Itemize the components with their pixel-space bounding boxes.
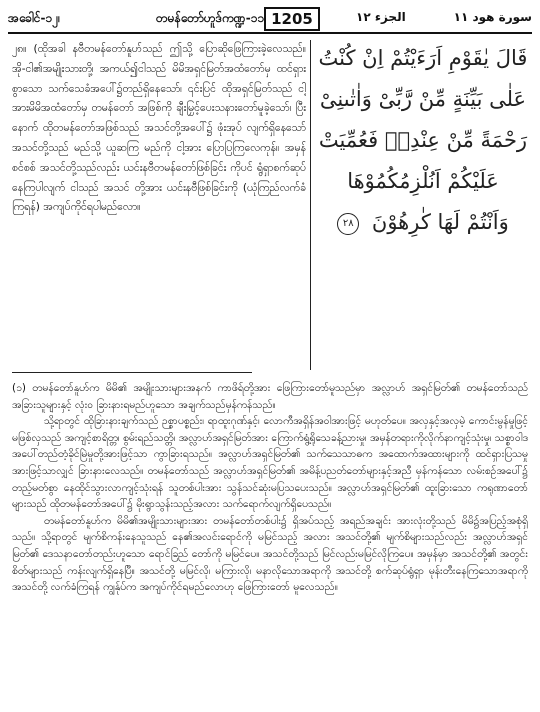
chapter-label: အခေါင်-၁၂၊ (8, 11, 61, 25)
translation-text: ၂၈။ (ထိုအခါ နဗီတမန်တော်နူဟ်သည် ဤသို့ ပြောဆိုဖြေကြားခဲ့လေသည်။ အို-ငါ၏အမျိုးသားတို့၊ အကယ်၍ငါသည် မိမိအရှင်မြတ်အထံတော်မှ ထင်ရှား စွာသော သက်သေခံအပေါ်၌တည်ရှိနေသော်၊ ၎င်းပြင် ထိုအရှင်မြတ်သည် ငါ့အားမိမိအထံတော်မှ တမန်တော် အဖြစ်ကို ချီးမြှင့်ပေးသနားတော်မူခဲ့သော်၊ ပြီးနောက် ထိုတမန်တော်အဖြစ်သည် အသင်တို့အပေါ်၌ ဖုံးအုပ် လျက်ရှိနေသော် အသင်တို့သည် မည်သို့ ယူဆကြ မည်ကို ငါ့အား ပြောပြကြလေကုန်။ အမှန်စင်စစ် အသင်တို့သည်လည်း ယင်းနဗီတမန်တော်ဖြစ်ခြင်း ကိုပင် ရွံရှာစက်ဆုပ်နေကြပါလျက် ငါသည် အသင် တို့အား ယင်းနဗီဖြစ်ခြင်းကို (ယုံကြည်လက်ခံကြရန်) အကျပ်ကိုင်ရပါမည်လော။ (12, 43, 306, 214)
footnote-rule (12, 372, 252, 373)
column-divider (310, 40, 311, 370)
footnote-paragraph: သို့ရာတွင် ထိုခြားနားချက်သည် ဉစ္စာပစ္စည်း၊ ရာထူးဂုဏ်နှင့်၊ လောကီအရှိန်အဝါအားဖြင့် မဟုတ်ပေ။ အလှနှင့်အလှမဲ့ ကောင်းမွန်မှုဖြင့်မဖြစ်လှသည် အကျင့်စာရိတ္တ၊ စွမ်းရည်သတ္တိ၊ အလ္လာဟ်အရှင်မြတ်အား ကြောက်ရွံ့ရိုသေခန့်ညားမှု၊ အမှန်တရားကိုလိုက်နာကျင့်သုံးမှု၊ သစ္စာဝါဒအပေါ်တည်တံ့ခိုင်မြဲမှုတို့အားဖြင့်သာ ကွာခြားရသည်။ အလ္လာဟ်အရှင်မြတ်၏ သက်သေသာဓက အထောက်အထားများကို ထင်ရှားပြသမှုအားဖြင့်သာလျှင် ခြားနားလေသည်။ တမန်တော်သည် အလ္လာဟ်အရှင်မြတ်၏ အမိန့်ပညတ်တော်များနှင့်အညီ မှန်ကန်သော လမ်းစဉ်အပေါ်၌ တည့်မတ်စွာ နေထိုင်သွားလာကျင့်သုံးရန် သူတစ်ပါးအား သွန်သင်ဆုံးမပြသပေးသည်။ အလ္လာဟ်အရှင်မြတ်၏ ထူးခြားသော ကရုဏာတော်များသည် ထိုတမန်တော်အပေါ်၌ မိုးရွာသွန်းသည့်အလား သက်ရောက်လျက်ရှိပေသည်။ (12, 415, 528, 511)
juz-label: الجزء ١٢ (356, 10, 406, 24)
footnote-paragraph: တမန်တော်နူဟ်က မိမိ၏အမျိုးသားများအား တမန်တော်တစ်ပါး၌ ရှိအပ်သည့် အရည်အချင်း အားလုံးတို့သည် မိမိ၌အပြည့်အစုံရှိသည်။ သို့ရာတွင် မျက်စိကန်းနေသူသည် နေ၏အလင်းရောင်ကို မမြင်သည့် အလား အသင်တို့၏ မျက်စိများသည်လည်း အလ္လာဟ်အရှင်မြတ်၏ ဒေသနာတော်တည်းဟူသော ရောင်ခြည် တော်ကို မမြင်ပေ။ အသင်တို့သည် မြင်လည်းမမြင်လိုကြပေ။ အမှန်မှာ အသင်တို့၏ အတွင်းစိတ်များသည် ကန်းလျက်ရှိနေပြီ။ အသင်တို့ မမြင်လို၊ မကြားလို၊ မနာလိုသောအရာကို အသင်တို့ စက်ဆုပ်ရွံရှာ မုန်းတီးနေကြသောအရာကို အသင်တို့ လက်ခံကြရန် ကျွန်ုပ်က အကျပ်ကိုင်ရမည်လောဟု ဖြေကြားတော် မူလေသည်။ (12, 514, 528, 594)
footnotes (12, 380, 528, 706)
arabic-line-5-text: وَاَنْتُمْ لَهَا كٰرِهُوْنَ (371, 210, 509, 234)
page-number: 1205 (264, 7, 320, 31)
arabic-line-4: عَلَيْكُمْ اَنُلْزِمُكُمُوْهَا (347, 169, 499, 193)
footnote-paragraph: (၁) တမန်တော်နူဟ်က မိမိ၏ အမျိုးသားများအနက် ကာဖိရ်တို့အား ဖြေကြားတော်မူသည်မှာ အလ္လာဟ် အရှင်မြတ်၏ တမန်တော်သည် အခြားသူများနှင့် လုံးဝ ခြားနားရမည်ဟူသော အချက်သည်မှန်ကန်သည်။ (12, 382, 528, 411)
arabic-line-2: عَلٰى بَيِّنَةٍ مِّنْ رَّبِّىْ وَاٰتٰىنِىْ (319, 87, 527, 111)
arabic-line-5 (316, 202, 530, 243)
arabic-verse (316, 38, 530, 248)
surah-label: سورة هود ١١ (453, 10, 532, 24)
arabic-line-1: قَالَ يٰقَوْمِ اَرَءَيْتُمْ اِنْ كُنْتُ (318, 46, 528, 70)
page-header (8, 10, 532, 34)
surah-title-burmese: တမန်တော်ဟူဒ်ကဏ္ဍ-၁၁ (156, 11, 265, 25)
verse-number-marker: ٢٨ (337, 213, 359, 235)
verse-translation (12, 40, 306, 358)
arabic-line-3: رَحْمَةً مِّنْ عِنْدِهٖ فَعُمِّيَتْ (318, 128, 528, 152)
